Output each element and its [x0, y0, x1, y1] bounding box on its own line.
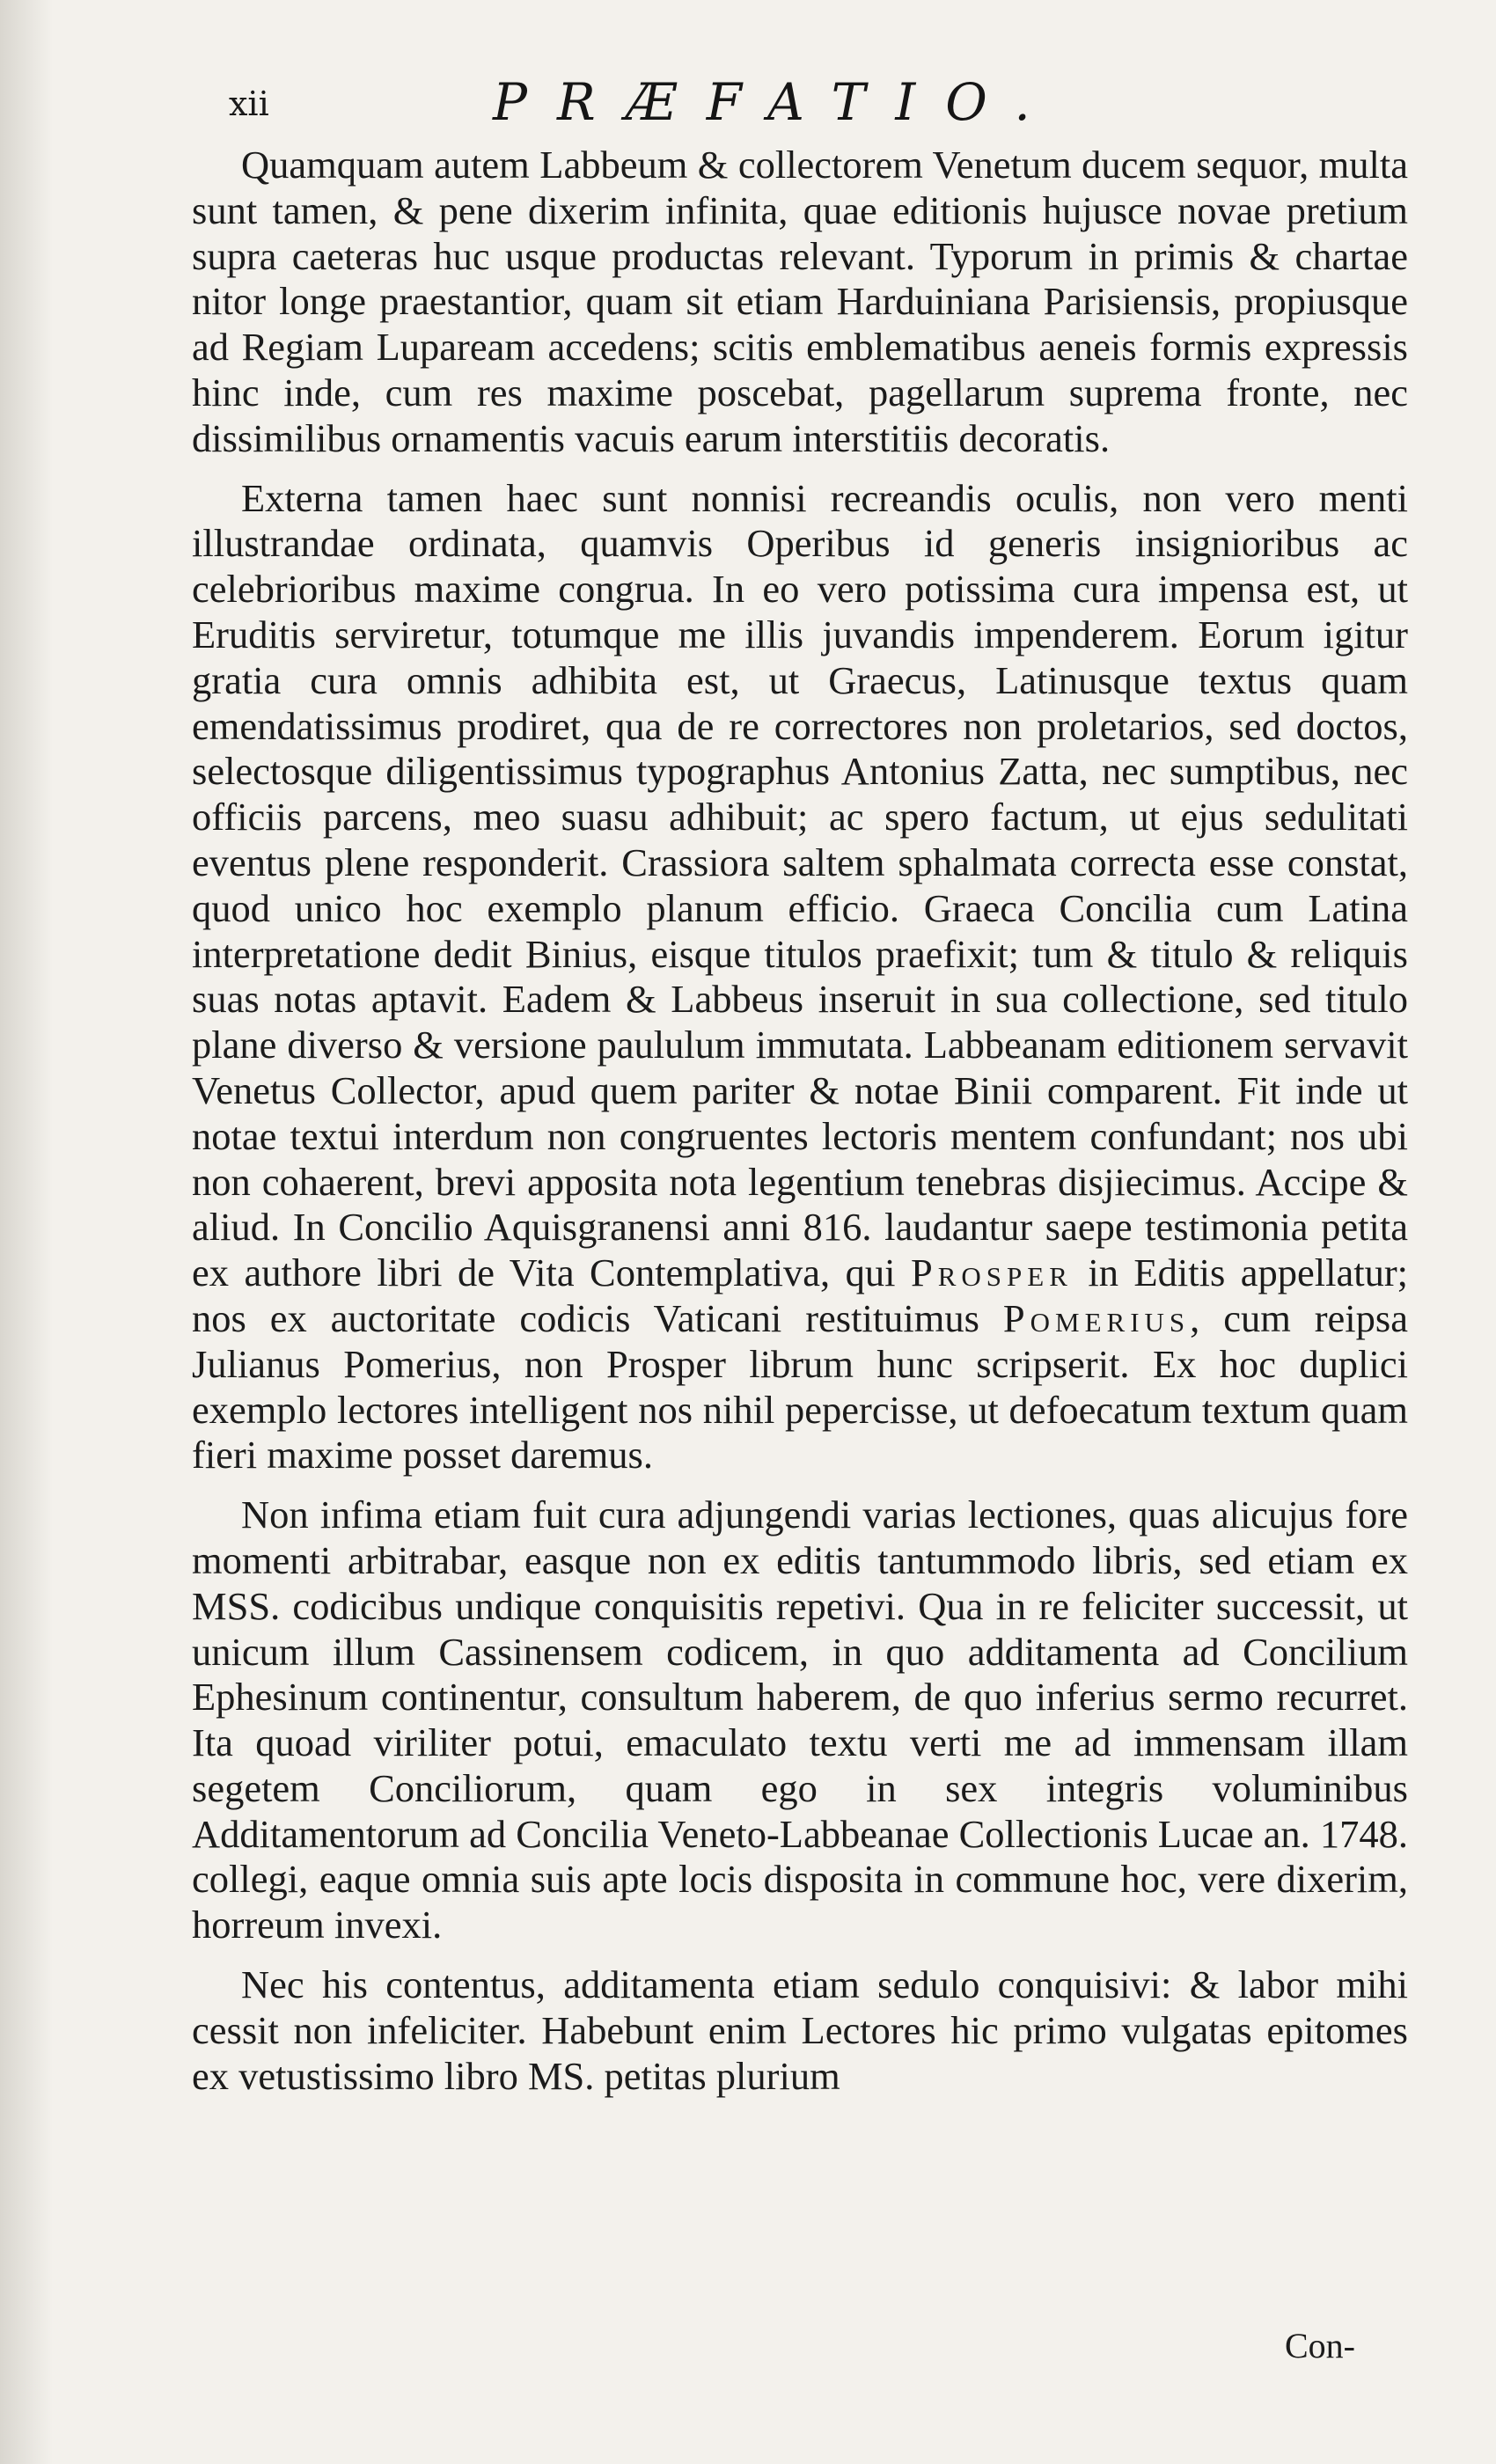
- gutter-shadow: [0, 0, 53, 2464]
- paragraph-2-tail: , cum reipsa Julianus Pomerius, non Prosper librum hunc scripserit. Ex hoc duplici exemplo lectores intelligent nos nihil pepercisse, ut defoecatum textum quam fieri maxime posset daremus.: [192, 1295, 1408, 1478]
- paragraph-3: Non infima etiam fuit cura adjungendi varias lectiones, quas alicujus fore momenti arbitrabar, easque non ex editis tantummodo libris, sed etiam ex MSS. codicibus undique conquisitis repetivi. Qua in re feliciter successit, ut unicum illum Cassinensem codicem, in quo additamenta ad Concilium Ephesinum continentur, consultum haberem, de quo inferius sermo recurret. Ita quoad viriliter potui, emaculato textu verti me ad immensam illam segetem Conciliorum, quam ego in sex integris voluminibus Additamentorum ad Concilia Veneto-Labbeanae Collectionis Lucae an. 1748. collegi, eaque omnia suis apte locis disposita in commune hoc, vere dixerim, horreum invexi.: [192, 1492, 1408, 1947]
- page-number: xii: [229, 84, 269, 123]
- paragraph-4: Nec his contentus, additamenta etiam sedulo conquisivi: & labor mihi cessit non infeliciter. Habebunt enim Lectores hic primo vulgatas epitomes ex vetustissimo libro MS. petitas plurium: [192, 1962, 1408, 2098]
- page-header: [229, 72, 1408, 139]
- paragraph-2: [192, 476, 1408, 1479]
- catchword: Con-: [1285, 2326, 1355, 2365]
- body-text: [192, 143, 1408, 2113]
- small-caps-name-prosper: Prosper: [910, 1250, 1073, 1295]
- paragraph-2-text: Externa tamen haec sunt nonnisi recreandis oculis, non vero menti illustrandae ordinata, quamvis Operibus id generis insignioribus ac celebrioribus maxime congrua. In eo vero potissima cura impensa est, ut Eruditis serviretur, totumque me illis juvandis impenderem. Eorum igitur gratia cura omnis adhibita est, ut Graecus, Latinusque textus quam emendatissimus prodiret, qua de re correctores non proletarios, sed doctos, selectosque diligentissimus typographus Antonius Zatta, nec sumptibus, nec officiis parcens, meo suasu adhibuit; ac spero factum, ut ejus sedulitati eventus plene responderit. Crassiora saltem sphalmata correcta esse constat, quod unico hoc exemplo planum efficio. Graeca Concilia cum Latina interpretatione dedit Binius, eisque titulos praefixit; tum & titulo & reliquis suas notas aptavit. Eadem & Labbeus inseruit in sua collectione, sed titulo plane diverso & versione paululum immutata. Labbeanam editionem servavit Venetus Collector, apud quem pariter & notae Binii comparent. Fit inde ut notae textui interdum non congruentes lectoris mentem confundant; nos ubi non cohaerent, brevi apposita nota legentium tenebras disjiecimus. Accipe & aliud. In Concilio Aquisgranensi anni 816. laudantur saepe testimonia petita ex authore libri de Vita Contemplativa, qui: [192, 475, 1408, 1295]
- running-head: PRÆFATIO.: [493, 72, 1060, 132]
- paragraph-2-middle: in Editis appellatur; nos ex auctoritate codicis Vaticani restituimus: [192, 1250, 1409, 1340]
- paragraph-1: Quamquam autem Labbeum & collectorem Venetum ducem sequor, multa sunt tamen, & pene dixerim infinita, quae editionis hujusce novae pretium supra caeteras huc usque productas relevant. Typorum in primis & chartae nitor longe praestantior, quam sit etiam Harduiniana Parisiensis, propiusque ad Regiam Lupaream accedens; scitis emblematibus aeneis formis expressis hinc inde, cum res maxime poscebat, pagellarum suprema fronte, nec dissimilibus ornamentis vacuis earum interstitiis decoratis.: [192, 143, 1408, 460]
- small-caps-name-pomerius: Pomerius: [1002, 1295, 1191, 1340]
